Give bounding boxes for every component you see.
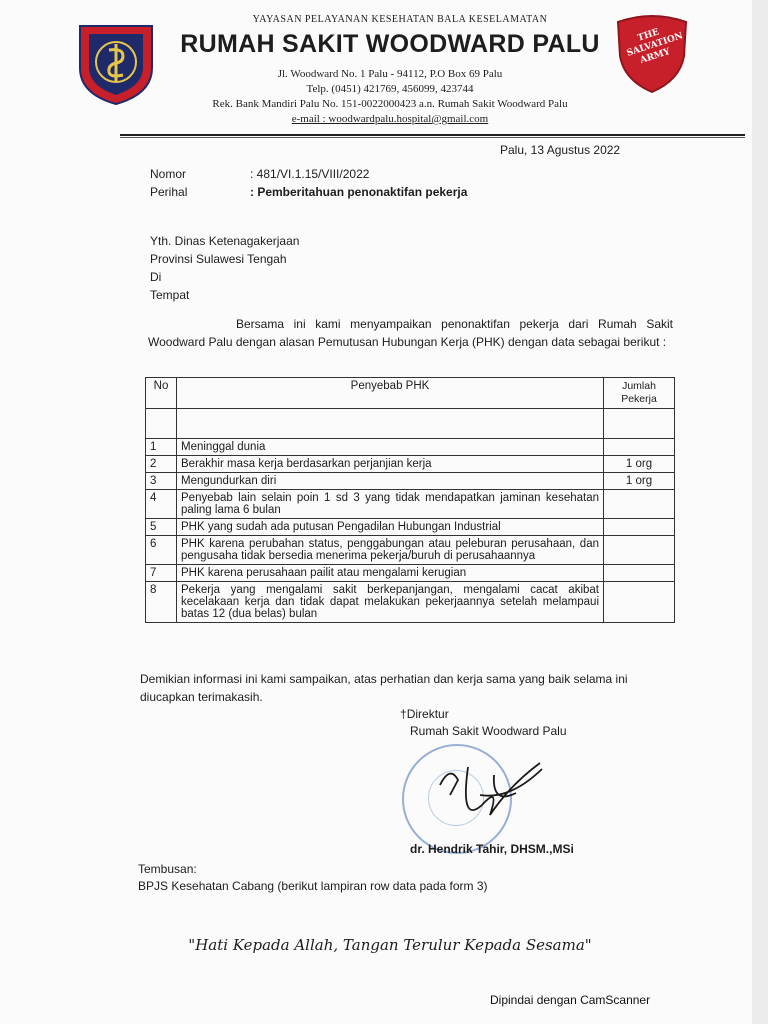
hospital-motto: "Hati Kepada Allah, Tangan Terulur Kepada Sesama" — [188, 936, 592, 954]
nomor-label: Nomor — [150, 167, 187, 181]
header-count-line2: Pekerja — [621, 393, 657, 405]
hospital-name: RUMAH SAKIT WOODWARD PALU — [180, 30, 600, 58]
closing-paragraph: Demikian informasi ini kami sampaikan, atas perhatian dan kerja sama yang baik selama ini diucapkan terimakasih. — [140, 672, 628, 704]
scanner-watermark: Dipindai dengan CamScanner — [490, 993, 651, 1007]
cross-icon: † — [400, 707, 407, 721]
recipient-line: Tempat — [150, 288, 190, 302]
hospital-address: Jl. Woodward No. 1 Palu - 94112, P.O Box 69 Palu — [277, 68, 503, 80]
hospital-phone: Telp. (0451) 421769, 456099, 423744 — [306, 83, 474, 95]
hospital-bank: Rek. Bank Mandiri Palu No. 151-0022000423 a.n. Rumah Sakit Woodward Palu — [212, 98, 568, 110]
row-count — [604, 490, 675, 519]
header-divider-thin — [120, 137, 745, 138]
row-no: 8 — [146, 582, 177, 623]
cc-label: Tembusan: — [138, 862, 197, 876]
row-count — [604, 519, 675, 536]
table-row — [146, 456, 675, 473]
row-cause: Mengundurkan diri — [177, 473, 604, 490]
intro-paragraph: Bersama ini kami menyampaikan penonaktifan pekerja dari Rumah Sakit Woodward Palu dengan alasan Pemutusan Hubungan Kerja (PHK) dengan data sebagai berikut : — [148, 317, 673, 349]
table-spacer-row — [146, 409, 675, 439]
salvation-army-logo-text: THE SALVATION ARMY — [625, 27, 685, 67]
nomor-value: : 481/VI.1.15/VIII/2022 — [250, 167, 370, 181]
row-cause: Berakhir masa kerja berdasarkan perjanjian kerja — [177, 456, 604, 473]
phk-table — [145, 377, 675, 623]
recipient-line: Yth. Dinas Ketenagakerjaan — [150, 234, 300, 248]
row-no: 7 — [146, 565, 177, 582]
row-cause: PHK karena perubahan status, penggabungan atau peleburan perusahaan, dan pengusaha tidak bersedia menerima pekerja/buruh di perusahaannya — [177, 536, 604, 565]
table-row — [146, 519, 675, 536]
row-count — [604, 536, 675, 565]
perihal-value: : Pemberitahuan penonaktifan pekerja — [250, 185, 468, 199]
perihal-label: Perihal — [150, 185, 188, 199]
cc-line: BPJS Kesehatan Cabang (berikut lampiran row data pada form 3) — [138, 879, 488, 893]
signature-role-text: Direktur — [406, 707, 449, 721]
table-header-row — [146, 378, 675, 409]
foundation-name: YAYASAN PELAYANAN KESEHATAN BALA KESELAMATAN — [252, 14, 548, 25]
hospital-email: e-mail : woodwardpalu.hospital@gmail.com — [291, 113, 489, 125]
header-no: No — [146, 378, 177, 409]
row-count — [604, 565, 675, 582]
row-no: 6 — [146, 536, 177, 565]
row-cause: Meninggal dunia — [177, 439, 604, 456]
signature-role — [400, 707, 449, 721]
row-no: 3 — [146, 473, 177, 490]
signature-org: Rumah Sakit Woodward Palu — [410, 724, 567, 738]
row-count — [604, 439, 675, 456]
row-count: 1 org — [604, 456, 675, 473]
row-cause: Penyebab lain selain poin 1 sd 3 yang tidak mendapatkan jaminan kesehatan paling lama 6 bulan — [177, 490, 604, 519]
row-cause: Pekerja yang mengalami sakit berkepanjangan, mengalami cacat akibat kecelakaan kerja dan tidak dapat melakukan pekerjaannya setelah melampaui batas 12 (dua belas) bulan — [177, 582, 604, 623]
row-cause: PHK yang sudah ada putusan Pengadilan Hubungan Industrial — [177, 519, 604, 536]
row-no: 2 — [146, 456, 177, 473]
table-row — [146, 490, 675, 519]
row-cause: PHK karena perusahaan pailit atau mengalami kerugian — [177, 565, 604, 582]
row-no: 4 — [146, 490, 177, 519]
row-no: 1 — [146, 439, 177, 456]
row-no: 5 — [146, 519, 177, 536]
handwritten-signature — [420, 755, 550, 835]
header-count — [604, 378, 675, 409]
recipient-line: Di — [150, 270, 162, 284]
table-row — [146, 536, 675, 565]
row-count — [604, 582, 675, 623]
header-divider — [120, 134, 745, 136]
recipient-line: Provinsi Sulawesi Tengah — [150, 252, 287, 266]
letter-date: Palu, 13 Agustus 2022 — [500, 143, 621, 157]
table-row — [146, 473, 675, 490]
row-count: 1 org — [604, 473, 675, 490]
signatory-name: dr. Hendrik Tahir, DHSM.,MSi — [410, 842, 574, 856]
header-count-line1: Jumlah — [622, 380, 656, 392]
table-row — [146, 439, 675, 456]
table-row — [146, 582, 675, 623]
table-row — [146, 565, 675, 582]
header-cause: Penyebab PHK — [177, 378, 604, 409]
